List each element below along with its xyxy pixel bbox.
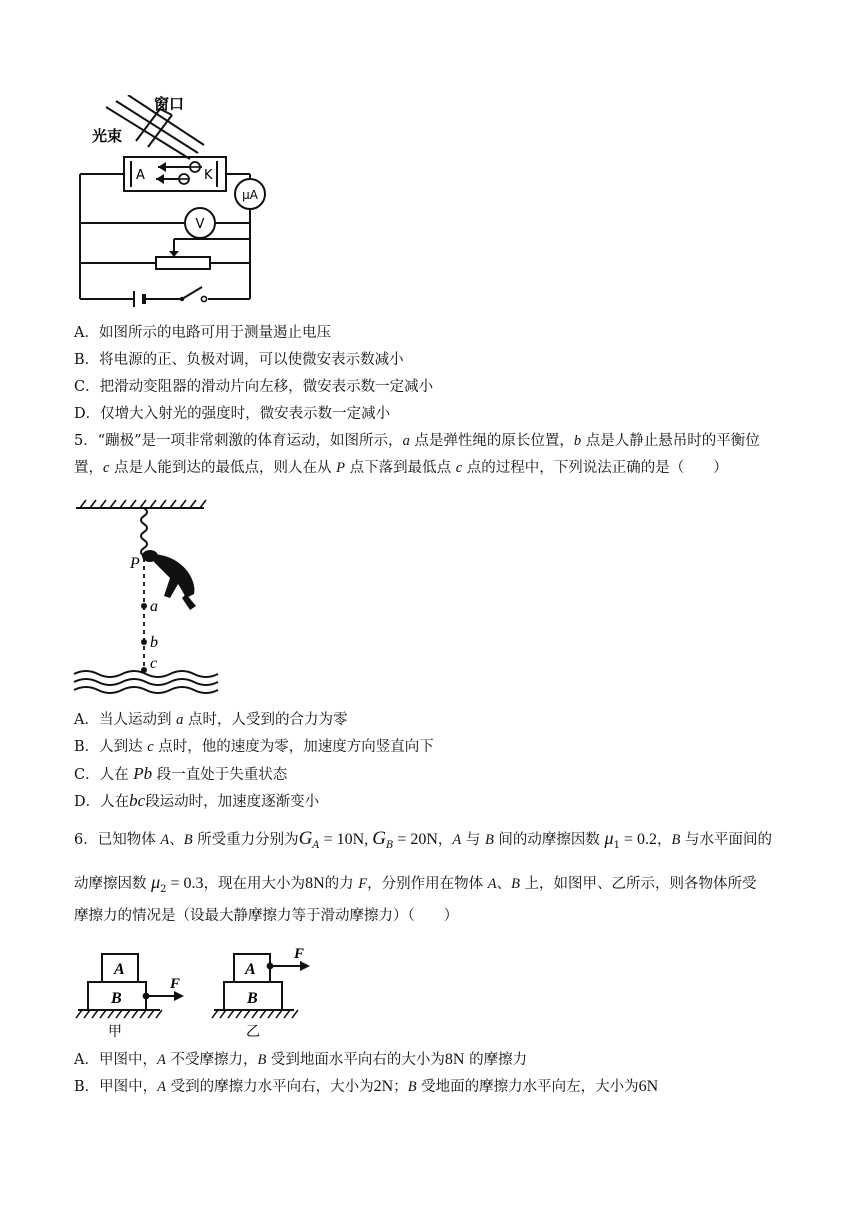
q6-option-b: B．甲图中，A 受到的摩擦力水平向右，大小为2N；B 受地面的摩擦力水平向左，大小为6N (74, 1078, 659, 1095)
q6-number: 6． (74, 832, 98, 848)
point-b-label: b (150, 634, 158, 651)
jia-block-A-label: A (114, 961, 125, 978)
yi-force-F-label: F (294, 946, 305, 962)
q4-option-c: C．把滑动变阻器的滑动片向左移，微安表示数一定减小 (74, 379, 434, 395)
anode-label: A (136, 168, 145, 183)
q5-number: 5． (74, 433, 98, 449)
q4-option-b: B．将电源的正、负极对调，可以使微安表示数减小 (74, 352, 404, 368)
jia-block-B-label: B (111, 990, 122, 1007)
point-a-label: a (150, 598, 158, 615)
q5-option-a: A．当人运动到 a 点时，人受到的合力为零 (74, 712, 348, 728)
q6-stem-line-1: 6．已知物体 A、B 所受重力分别为$G_A = 10N$, $G_B = 20N$，A 与 B 间的动摩擦因数 $\mu_1 = 0.2$，B 与水平面间的 (74, 828, 772, 851)
q6-option-a: A．甲图中，A 不受摩擦力，B 受到地面水平向右的大小为8N 的摩擦力 (74, 1051, 528, 1068)
microammeter-label: μA (242, 188, 258, 202)
bungee-figure (70, 498, 220, 698)
jia-force-F-label: F (170, 976, 181, 992)
q6-stem-line-3: 摩擦力的情况是（设最大静摩擦力等于滑动摩擦力）（ ） (74, 908, 459, 924)
q5-option-b: B．人到达 c 点时，他的速度为零，加速度方向竖直向下 (74, 739, 434, 755)
q4-option-d: D．仅增大入射光的强度时，微安表示数一定减小 (74, 406, 391, 422)
q5-stem-line-2: 置，c 点是人能到达的最低点，则人在从 P 点下落到最低点 c 点的过程中，下列说法正确的是（ ） (74, 460, 728, 476)
yi-block-B-label: B (247, 990, 258, 1007)
photoelectric-circuit-figure (70, 95, 280, 310)
yi-label: 乙 (246, 1024, 260, 1040)
q5-option-d: D．人在bc段运动时，加速度逐渐变小 (74, 791, 320, 810)
window-label: 窗口 (154, 95, 185, 113)
q5-option-c: C．人在 Pb 段一直处于失重状态 (74, 764, 288, 783)
yi-block-A-label: A (245, 961, 256, 978)
cathode-label: K (204, 168, 213, 183)
beam-label: 光束 (92, 127, 123, 145)
jia-label: 甲 (108, 1024, 122, 1040)
voltmeter-label: V (195, 217, 205, 232)
friction-blocks-figure (72, 940, 332, 1040)
q4-option-a: A．如图所示的电路可用于测量遏止电压 (74, 325, 331, 341)
point-P-label: P (130, 555, 140, 572)
q5-stem-line-1: 5．“蹦极”是一项非常刺激的体育运动，如图所示，a 点是弹性绳的原长位置，b 点是人静止悬吊时的平衡位 (74, 433, 760, 449)
q6-stem-line-2: 动摩擦因数 $\mu_2 = 0.3$，现在用大小为8N的力 F，分别作用在物体 A、B 上，如图甲、乙所示，则各物体所受 (74, 872, 757, 895)
point-c-label: c (150, 655, 158, 672)
